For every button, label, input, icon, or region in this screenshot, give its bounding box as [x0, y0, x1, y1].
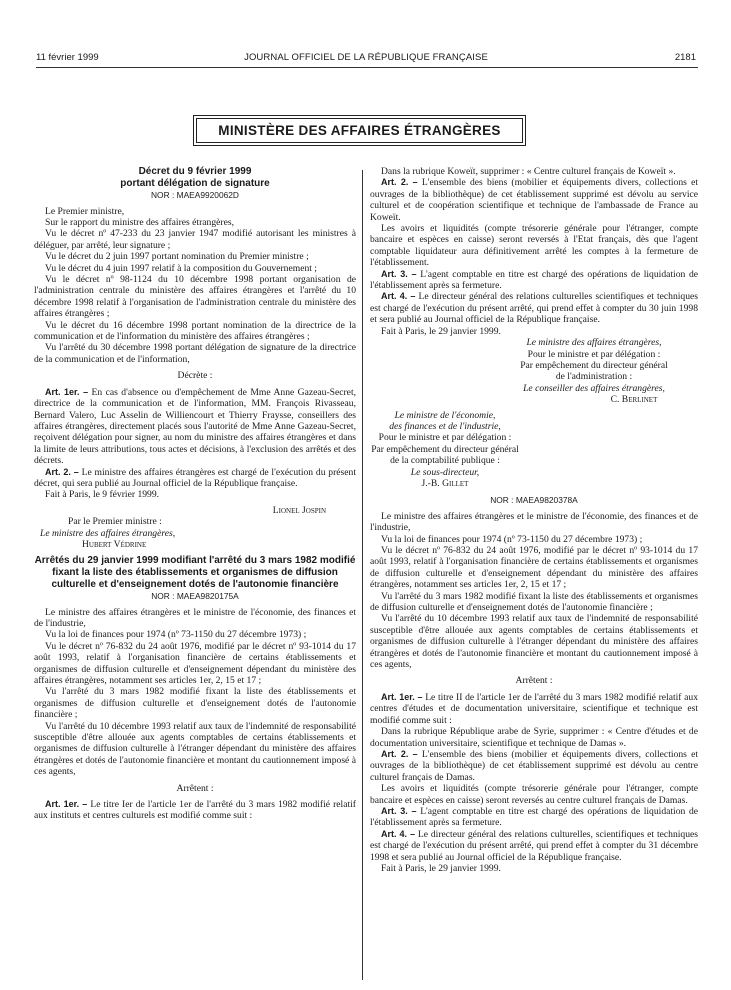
- arrete-visa: Vu l'arrêté du 10 décembre 1993 relatif aux taux de l'indemnité de responsabilité susceptible d'être allouée aux agents comptables de certains établissements et organismes de diffusion culturelle à l'étranger dépendant du ministère des affaires étrangères et dotés de l'autonomie financière et montant du cautionnement imposé à ces agents,: [34, 720, 356, 778]
- arrete-visa: Le ministre des affaires étrangères et le ministre de l'économie, des finances et de l'industrie,: [370, 510, 698, 534]
- article-paragraph: Les avoirs et liquidités (compte trésorerie générale pour l'étranger, compte bancaire et espèces en caisse) seront reversés à l'Etat français, dès que l'agent comptable liquidateur aura définitivement arrêté les comptes à la fermeture de l'établissement.: [370, 223, 698, 269]
- journal-title: JOURNAL OFFICIEL DE LA RÉPUBLIQUE FRANÇAISE: [244, 52, 488, 63]
- arrete-2-article-1: [370, 692, 698, 726]
- article-label: Art. 3. –: [381, 268, 417, 279]
- signature-name: J.-B. Gillet: [421, 477, 469, 489]
- page-header: [36, 52, 696, 66]
- article-label: Art. 2. –: [45, 466, 79, 477]
- arrete-title: Arrêtés du 29 janvier 1999 modifiant l'arrêté du 3 mars 1982 modifié fixant la liste des établissements et organismes de diffusion culturelle et d'enseignement dotés de l'autonomie financière: [34, 555, 356, 590]
- article-label: Art. 4. –: [381, 828, 415, 839]
- article-text: L'ensemble des biens (mobilier et équipements divers, collections et ouvrages de la bibliothèque) de cet établissement supprimé est dévolu au centre culturel français de Damas.: [370, 748, 698, 783]
- column-divider: [362, 170, 363, 980]
- article-text: En cas d'absence ou d'empêchement de Mme Anne Gazeau-Secret, directrice de la communication et de l'information, MM. François Rivasseau, Bernard Valero, Luc Asselin de Williencourt et Thierry Fraysse, conseillers des affaires étrangères, directement placés sous l'autorité de Mme Anne Gazeau-Secret, reçoivent délégation pour signer, au nom du ministre des affaires étrangères et dans la limite de leurs attributions, tous actes et décisions, à l'exclusion des arrêtés et des décrets.: [34, 386, 357, 467]
- article-text: Le directeur général des relations culturelles, scientifiques et techniques est chargé de l'exécution du présent arrêté, qui prend effet à compter du 31 décembre 1998 et sera publié au Journal officiel de la République française.: [370, 828, 698, 863]
- signature-name: C. Berlinet: [610, 394, 658, 406]
- right-column: [370, 166, 698, 874]
- arrete-visa: Vu l'arrêté du 10 décembre 1993 relatif aux taux de l'indemnité de responsabilité susceptible d'être allouée aux agents comptables de certains établissements et organismes de diffusion culturelle à l'étranger dépendant du ministère des affaires étrangères et dotés de l'autonomie financière et montant du cautionnement imposé à ces agents,: [370, 613, 698, 671]
- decree-visa: Vu le décret du 2 juin 1997 portant nomination du Premier ministre ;: [45, 251, 309, 263]
- decree-article-2: [34, 467, 356, 490]
- signature-name: Hubert Védrine: [82, 538, 147, 550]
- header-rule: [36, 67, 698, 68]
- signature-line: Le ministre de l'économie,: [394, 409, 496, 421]
- arrete-2-fait: Fait à Paris, le 29 janvier 1999.: [381, 862, 501, 874]
- signature-line: de l'administration :: [555, 371, 633, 383]
- signature-line: Pour le ministre et par délégation :: [527, 348, 661, 360]
- article-label: Art. 2. –: [381, 177, 418, 188]
- decree-visa: Le Premier ministre,: [45, 205, 125, 217]
- signature-line: Pour le ministre et par délégation :: [378, 432, 512, 444]
- arrete-article-3: [370, 269, 698, 292]
- article-text: Le titre II de l'article 1er de l'arrêté du 3 mars 1982 modifié relatif aux centres d'études et de documentation universitaire, scientifique et technique est modifié comme suit :: [370, 691, 698, 726]
- signature-line: de la comptabilité publique :: [390, 455, 500, 467]
- signature-name: Lionel Jospin: [272, 504, 326, 516]
- decree-article-1: [34, 387, 356, 467]
- decree-visa: Vu l'arrêté du 30 décembre 1998 portant délégation de signature de la directrice de la communication et de l'information,: [34, 342, 356, 365]
- signature-line: Le ministre des affaires étrangères,: [526, 337, 662, 349]
- article-text: Le directeur général des relations culturelles scientifiques et techniques est chargé de l'exécution du présent arrêté, qui prend effet à compter du 30 juin 1998 et sera publié au Journal officiel de la République française.: [370, 291, 698, 326]
- arrete-arretent: Arrêtent :: [176, 782, 214, 794]
- signature-line: Par empêchement du directeur général: [371, 443, 519, 455]
- article-label: Art. 4. –: [381, 291, 416, 302]
- article-paragraph: Dans la rubrique République arabe de Syrie, supprimer : « Centre d'études et de documentation universitaire, scientifique et technique de Damas ».: [370, 726, 698, 749]
- arrete-2-article-3: [370, 806, 698, 829]
- decree-decrete: Décrète :: [177, 370, 213, 382]
- article-text: L'agent comptable en titre est chargé des opérations de liquidation de l'établissement après sa fermeture.: [370, 805, 699, 829]
- arrete-article-1: [34, 799, 356, 822]
- decree-nor: NOR : MAEA9920062D: [151, 190, 239, 201]
- arrete-article-2: [370, 177, 698, 223]
- left-column: [34, 166, 356, 822]
- signature-line: Le ministre des affaires étrangères,: [40, 527, 176, 539]
- decree-title: Décret du 9 février 1999: [138, 166, 252, 177]
- arrete-nor: NOR : MAEA9820175A: [151, 591, 239, 602]
- article-label: Art. 1er. –: [45, 386, 89, 397]
- arrete-2-article-4: [370, 829, 698, 863]
- arrete-visa: Vu l'arrêté du 3 mars 1982 modifié fixant la liste des établissements et organismes de diffusion culturelle et d'enseignement dotés de l'autonomie financière ;: [34, 686, 356, 721]
- signature-line: Le sous-directeur,: [410, 466, 480, 478]
- article-label: Art. 1er. –: [381, 691, 423, 702]
- decree-subtitle: portant délégation de signature: [120, 177, 270, 189]
- decree-visa: Vu le décret nº 98-1124 du 10 décembre 1998 portant organisation de l'administration centrale du ministère des affaires étrangères et l'arrêté du 10 décembre 1998 relatif à l'organisation de l'administration centrale du ministère des affaires étrangères ;: [34, 274, 356, 320]
- arrete-fait: Fait à Paris, le 29 janvier 1999.: [381, 325, 501, 337]
- signature-line: Le conseiller des affaires étrangères,: [523, 382, 665, 394]
- article-paragraph: Les avoirs et liquidités (compte trésorerie générale pour l'étranger, compte bancaire et espèces en caisse) seront reversés au centre culturel français de Damas.: [370, 783, 698, 806]
- ministry-heading: MINISTÈRE DES AFFAIRES ÉTRANGÈRES: [196, 118, 523, 143]
- decree-visa: Vu le décret nº 47-233 du 23 janvier 1947 modifié autorisant les ministres à déléguer, par arrêté, leur signature ;: [34, 228, 356, 251]
- decree-visa: Vu le décret du 16 décembre 1998 portant nomination de la directrice de la communication et de l'information du ministère des affaires étrangères ;: [34, 319, 356, 343]
- arrete-2-arretent: Arrêtent :: [515, 675, 553, 687]
- ministry-box: [193, 115, 526, 146]
- arrete-visa: Vu l'arrêté du 3 mars 1982 modifié fixant la liste des établissements et organismes de diffusion culturelle et d'enseignement dotés de l'autonomie financière ;: [370, 590, 698, 614]
- article-text: Le titre Ier de l'article 1er de l'arrêté du 3 mars 1982 modifié relatif aux instituts et centres culturels est modifié comme suit :: [34, 799, 356, 822]
- article-text: L'ensemble des biens (mobilier et équipements divers, collections et ouvrages de la bibliothèque) de cet établissement supprimé est dévolu au service culturel et de coopération scientifique et technique de l'ambassade de France au Koweït.: [370, 177, 698, 223]
- decree-visa: Vu le décret du 4 juin 1997 relatif à la composition du Gouvernement ;: [45, 262, 317, 274]
- article-text: Le ministre des affaires étrangères est chargé de l'exécution du présent décret, qui sera publié au Journal officiel de la République française.: [34, 466, 356, 489]
- arrete-visa: Vu la loi de finances pour 1974 (nº 73-1150 du 27 décembre 1973) ;: [45, 629, 307, 641]
- article-label: Art. 3. –: [381, 805, 417, 816]
- arrete-visa: Vu la loi de finances pour 1974 (nº 73-1150 du 27 décembre 1973) ;: [381, 533, 643, 545]
- arrete-visa: Vu le décret nº 76-832 du 24 août 1976, modifié par le décret nº 93-1014 du 17 août 1993, relatif à l'organisation financière de certains établissements et organismes de diffusion culturelle et d'enseignement dépendant du ministère des affaires étrangères, notamment ses articles 1er, 2, 15 et 17 ;: [370, 545, 698, 591]
- signature-line: Par le Premier ministre :: [68, 516, 162, 528]
- signature-line: Par empêchement du directeur général: [520, 359, 668, 371]
- article-label: Art. 1er. –: [45, 799, 88, 810]
- header-date: 11 février 1999: [36, 52, 99, 63]
- koweit-rubric: Dans la rubrique Koweït, supprimer : « Centre culturel français de Koweït ».: [381, 166, 676, 177]
- decree-fait: Fait à Paris, le 9 février 1999.: [45, 489, 160, 501]
- signature-line: des finances et de l'industrie,: [389, 420, 501, 432]
- page-number: 2181: [674, 52, 696, 63]
- arrete-visa: Le ministre des affaires étrangères et le ministre de l'économie, des finances et de l'industrie,: [34, 606, 356, 629]
- arrete-2-article-2: [370, 749, 698, 783]
- article-label: Art. 2. –: [381, 748, 418, 759]
- arrete-visa: Vu le décret nº 76-832 du 24 août 1976, modifié par le décret nº 93-1014 du 17 août 1993, relatif à l'organisation financière de certains établissements et organismes de diffusion culturelle et d'enseignement dépendant du ministère des affaires étrangères, notamment ses articles 1er, 2, 15 et 17 ;: [34, 640, 356, 686]
- article-text: L'agent comptable en titre est chargé des opérations de liquidation de l'établissement après sa fermeture.: [370, 268, 699, 292]
- arrete-2-nor: NOR : MAEA9820378A: [490, 495, 578, 506]
- decree-visa: Sur le rapport du ministre des affaires étrangères,: [45, 217, 234, 228]
- arrete-article-4: [370, 291, 698, 325]
